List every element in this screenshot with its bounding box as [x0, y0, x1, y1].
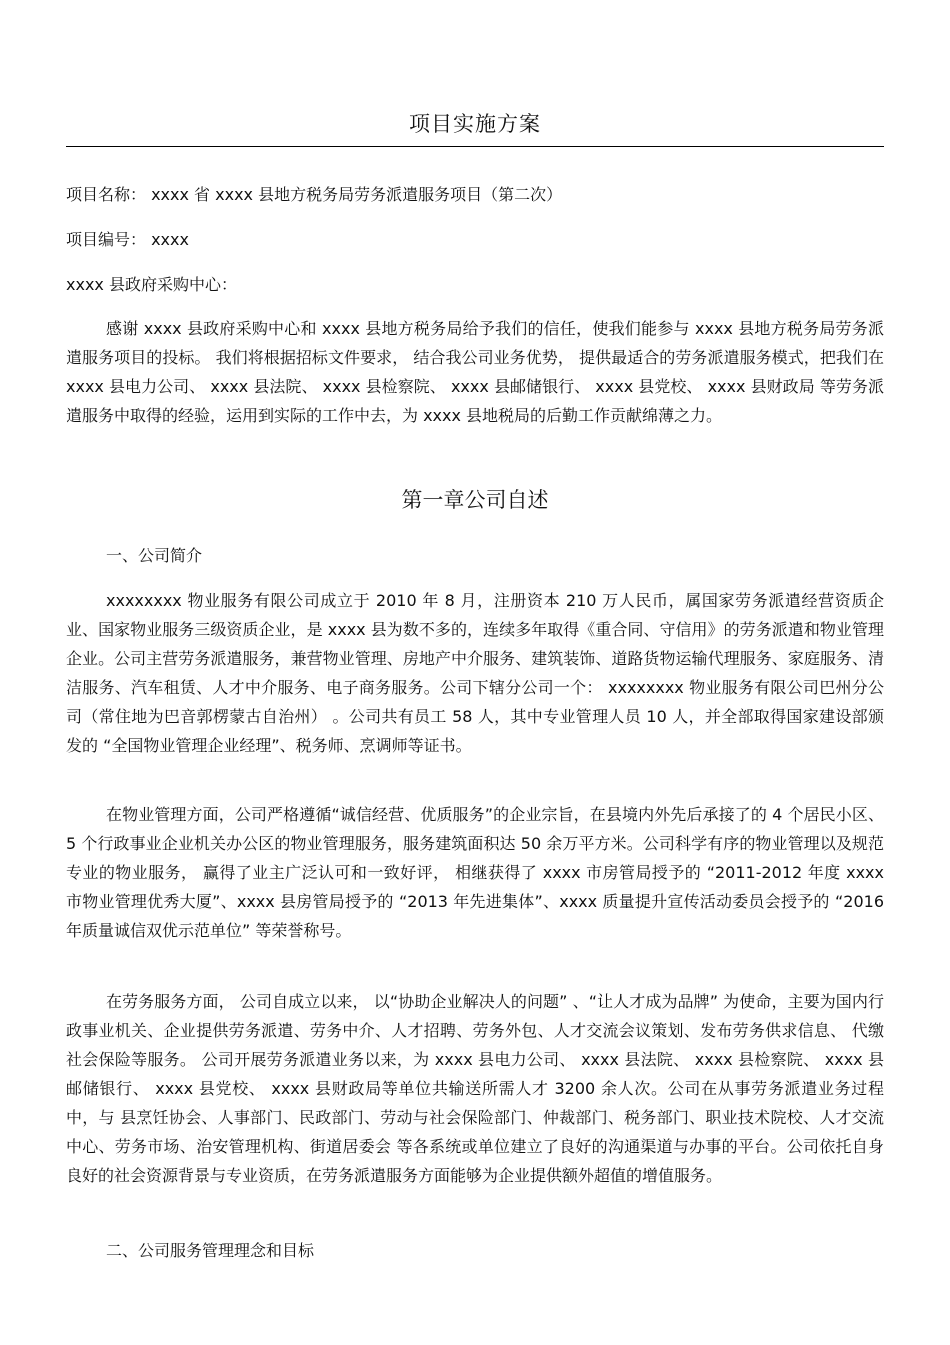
labor-service-paragraph: 在劳务服务方面， 公司自成立以来， 以“协助企业解决人的问题” 、“让人才成为品牌” 为使命，主要为国内行政事业机关、企业提供劳务派遣、劳务中介、人才招聘、劳务外包、人才交流会议策划、发布劳务供求信息、 代缴社会保险等服务。 公司开展劳务派遣业务以来，为 xxxx 县电力公司、 xxxx 县法院、 xxxx 县检察院、 xxxx 县邮储银行、 xxxx 县党校、 xxxx 县财政局等单位共输送所需人才 3200 余人次。公司在从事劳务派遣业务过程中，与 县烹饪协会、人事部门、民政部门、劳动与社会保险部门、仲裁部门、税务部门、职业技术院校、人才交流中心、劳务市场、治安管理机构、街道居委会 等各系统或单位建立了良好的沟通渠道与办事的平台。公司依托自身良好的社会资源背景与专业资质，在劳务派遣服务方面能够为企业提供额外超值的增值服务。	[66, 992, 884, 1185]
section-heading-company-intro: 一、公司简介	[106, 546, 203, 565]
property-management-paragraph: 在物业管理方面，公司严格遵循“诚信经营、优质服务”的企业宗旨，在县境内外先后承接了的 4 个居民小区、 5 个行政事业企业机关办公区的物业管理服务，服务建筑面积达 50 余万平方米。公司科学有序的物业管理以及规范专业的物业服务， 赢得了业主广泛认可和一致好评， 相继获得了 xxxx 市房管局授予的 “2011-2012 年度 xxxx 市物业管理优秀大厦”、xxxx 县房管局授予的 “2013 年先进集体”、xxxx 质量提升宣传活动委员会授予的 “2016 年质量诚信双优示范单位” 等荣誉称号。	[66, 805, 884, 940]
project-number: 项目编号： xxxx	[66, 230, 189, 249]
chapter-title: 第一章公司自述	[401, 488, 549, 512]
project-name: 项目名称： xxxx 省 xxxx 县地方税务局劳务派遣服务项目（第二次）	[66, 185, 563, 204]
section-heading-service-philosophy: 二、公司服务管理理念和目标	[106, 1241, 315, 1260]
company-intro-paragraph: xxxxxxxx 物业服务有限公司成立于 2010 年 8 月，注册资本 210 万人民币，属国家劳务派遣经营资质企业、国家物业服务三级资质企业，是 xxxx 县为数不多的，连续多年取得《重合同、守信用》的劳务派遣和物业管理企业。公司主营劳务派遣服务，兼营物业管理、房地产中介服务、建筑装饰、道路货物运输代理服务、家庭服务、清洁服务、汽车租赁、人才中介服务、电子商务服务。公司下辖分公司一个： xxxxxxxx 物业服务有限公司巴州分公司（常住地为巴音郭楞蒙古自治州） 。公司共有员工 58 人，其中专业管理人员 10 人，并全部取得国家建设部颁发的 “全国物业管理企业经理”、税务师、烹调师等证书。	[66, 591, 884, 755]
intro-paragraph: 感谢 xxxx 县政府采购中心和 xxxx 县地方税务局给予我们的信任，使我们能参与 xxxx 县地方税务局劳务派遣服务项目的投标。 我们将根据招标文件要求， 结合我公司业务优势， 提供最适合的劳务派遣服务模式，把我们在 xxxx 县电力公司、 xxxx 县法院、 xxxx 县检察院、 xxxx 县邮储银行、 xxxx 县党校、 xxxx 县财政局 等劳务派遣服务中取得的经验，运用到实际的工作中去，为 xxxx 县地税局的后勤工作贡献绵薄之力。	[66, 319, 884, 425]
document-title: 项目实施方案	[409, 112, 541, 136]
title-divider	[66, 146, 884, 147]
recipient-line: xxxx 县政府采购中心：	[66, 275, 237, 294]
